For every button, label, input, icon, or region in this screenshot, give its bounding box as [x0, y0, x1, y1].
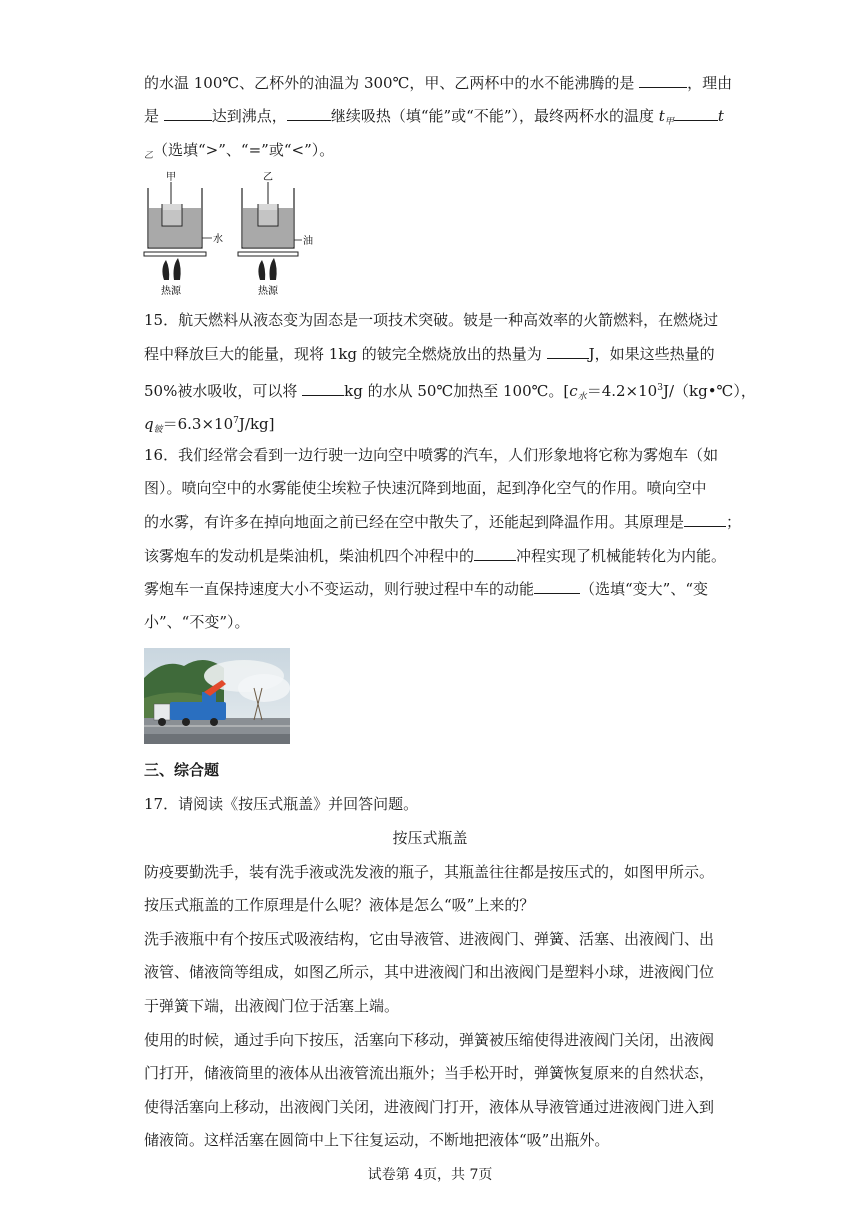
q16-line2: 图）。喷向空中的水雾能使尘埃粒子快速沉降到地面，起到净化空气的作用。喷向空中: [144, 479, 707, 497]
q14-text: ，理由: [687, 74, 733, 92]
q15-text: J/kg]: [238, 415, 275, 433]
label-jia: 甲: [166, 172, 176, 183]
page-footer: 试卷第 4页，共 7页: [367, 1167, 493, 1183]
label-heat-left: 热源: [161, 286, 181, 297]
answer-blank[interactable]: [474, 546, 516, 561]
q16-line4: [144, 546, 726, 566]
q17-p3b: 液管、储液筒等组成，如图乙所示，其中进液阀门和出液阀门是塑料小球，进液阀门位: [144, 963, 715, 981]
q15-text: J/（kg•℃），: [662, 382, 756, 400]
answer-blank[interactable]: [302, 381, 344, 396]
q15-text: ＝4.2×10: [586, 382, 658, 400]
q15-line1: 15．航天燃料从液态变为固态是一项技术突破。铍是一种高效率的火箭燃料，在燃烧过: [144, 311, 719, 329]
q14-line1: [144, 73, 732, 93]
fog-cannon-truck-photo: [144, 648, 290, 744]
q14-line2: [144, 106, 724, 132]
q15-line3: [144, 378, 756, 407]
answer-blank[interactable]: [547, 344, 589, 359]
label-yi: 乙: [263, 172, 273, 183]
answer-blank[interactable]: [674, 106, 718, 121]
q14-text: （选填“>”、“=”或“<”）。: [153, 141, 335, 159]
t-subscript: 乙: [144, 151, 154, 161]
q15-line2: [144, 344, 715, 364]
t-subscript: 甲: [664, 117, 674, 127]
q15-text: kg 的水从 50℃加热至 100℃。[: [344, 382, 570, 400]
answer-blank[interactable]: [684, 512, 726, 527]
q15-text: J，如果这些热量的: [588, 345, 715, 363]
stand-left: [144, 252, 206, 256]
q14-text: 继续吸热（填“能”或“不能”），最终两杯水的温度: [330, 107, 654, 125]
flame-icon: [258, 258, 276, 280]
q17-p2: 按压式瓶盖的工作原理是什么呢？液体是怎么“吸”上来的？: [144, 896, 535, 914]
q16-text: 冲程实现了机械能转化为内能。: [516, 547, 727, 565]
label-oil: 油: [303, 236, 313, 247]
q17-p4c: 使得活塞向上移动，出液阀门关闭，进液阀门打开，液体从导液管通过进液阀门进入到: [144, 1098, 715, 1116]
answer-blank[interactable]: [534, 579, 580, 594]
answer-blank[interactable]: [287, 106, 331, 121]
q16-line1: 16．我们经常会看到一边行驶一边向空中喷雾的汽车，人们形象地将它称为雾炮车（如: [144, 446, 719, 464]
q15-text: 程中释放巨大的能量，现将 1kg 的铍完全燃烧放出的热量为: [144, 345, 542, 363]
c-subscript: 水: [577, 392, 587, 402]
q14-text: 达到沸点，: [211, 107, 287, 125]
exponent: 7: [233, 416, 239, 426]
q16-text: （选填“变大”、“变: [580, 580, 709, 598]
q-subscript: 铍: [153, 425, 163, 435]
q16-text: 雾炮车一直保持速度大小不变运动，则行驶过程中车的动能: [144, 580, 535, 598]
stand-right: [238, 252, 298, 256]
t-symbol: t: [658, 107, 665, 125]
q17-p4a: 使用的时候，通过手向下按压，活塞向下移动，弹簧被压缩使得进液阀门关闭，出液阀: [144, 1031, 715, 1049]
exponent: 3: [657, 383, 663, 393]
q16-text: 该雾炮车的发动机是柴油机，柴油机四个冲程中的: [144, 547, 475, 565]
q17-intro: 17．请阅读《按压式瓶盖》并回答问题。: [144, 795, 419, 813]
q16-line3: [144, 512, 741, 532]
q15-text: ＝6.3×10: [162, 415, 234, 433]
q14-text: 是: [144, 107, 160, 125]
flame-icon: [162, 258, 180, 280]
section-heading: 三、综合题: [144, 761, 220, 779]
q15-line4: [144, 411, 275, 440]
q17-p1: 防疫要勤洗手，装有洗手液或洗发液的瓶子，其瓶盖往往都是按压式的，如图甲所示。: [144, 863, 715, 881]
article-title: 按压式瓶盖: [392, 829, 468, 847]
answer-blank[interactable]: [164, 106, 212, 121]
q16-line5: [144, 579, 708, 599]
q17-p3c: 于弹簧下端，出液阀门位于活塞上端。: [144, 997, 400, 1015]
q16-text: 的水雾，有许多在掉向地面之前已经在空中散失了，还能起到降温作用。其原理是: [144, 513, 685, 531]
q17-p4b: 门打开，储液筒里的液体从出液管流出瓶外；当手松开时，弹簧恢复原来的自然状态，: [144, 1064, 715, 1082]
cup-yi-water: [259, 210, 277, 225]
t-symbol: t: [717, 107, 724, 125]
answer-blank[interactable]: [639, 73, 687, 88]
cup-jia-water: [163, 210, 181, 225]
q17-p4d: 储液筒。这样活塞在圆筒中上下往复运动，不断地把液体“吸”出瓶外。: [144, 1131, 610, 1149]
q15-text: 50%被水吸收，可以将: [144, 382, 298, 400]
c-symbol: c: [569, 382, 578, 400]
beaker-figure: [140, 168, 320, 298]
q17-p3a: 洗手液瓶中有个按压式吸液结构，它由导液管、进液阀门、弹簧、活塞、出液阀门、出: [144, 930, 715, 948]
q16-text: ；: [726, 513, 742, 531]
q14-line3: [144, 140, 334, 166]
label-water: 水: [213, 234, 223, 245]
label-heat-right: 热源: [258, 286, 278, 297]
q-symbol: q: [144, 415, 154, 433]
q16-line6: 小”、“不变”）。: [144, 613, 250, 631]
q14-text: 的水温 100℃、乙杯外的油温为 300℃，甲、乙两杯中的水不能沸腾的是: [144, 74, 635, 92]
